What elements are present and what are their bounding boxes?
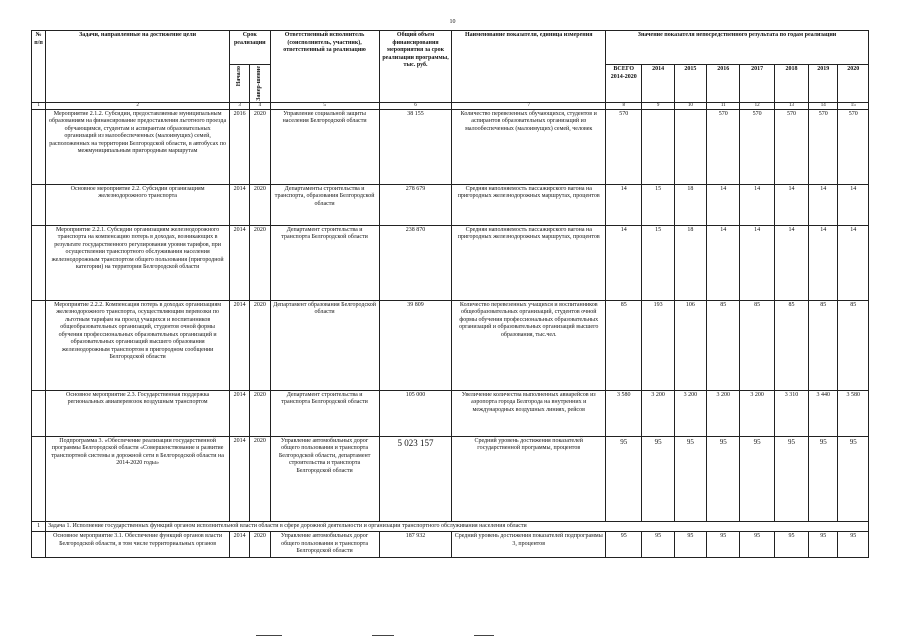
row-value: 95 (838, 532, 869, 558)
row-executor: Департамент строительства и транспорта Белгородской области (270, 390, 379, 436)
row-value: 193 (642, 300, 674, 390)
table-row (32, 184, 869, 225)
row-value: 3 200 (740, 390, 774, 436)
row-start: 2014 (230, 532, 250, 558)
row-start: 2014 (230, 225, 250, 300)
row-value: 14 (740, 225, 774, 300)
row-value: 85 (774, 300, 808, 390)
task-row-text: Задача 1. Исполнение государственных функций органом исполнительной власти области в сфере дорожной деятельности и организации транспортного обслуживания населения области (46, 521, 869, 532)
row-end: 2020 (250, 390, 270, 436)
col-number: 14 (809, 102, 838, 109)
row-value: 95 (740, 436, 774, 521)
row-start: 2014 (230, 390, 250, 436)
row-value: 14 (740, 184, 774, 225)
row-value: 95 (809, 436, 838, 521)
row-value: 95 (838, 436, 869, 521)
row-value: 95 (642, 436, 674, 521)
row-executor: Департаменты строительства и транспорта, образования Белгородской области (270, 184, 379, 225)
row-value: 14 (707, 225, 740, 300)
row-executor: Управление социальной защиты населения Белгородской области (270, 109, 379, 184)
row-num (32, 225, 46, 300)
row-end: 2020 (250, 225, 270, 300)
row-task: Основное мероприятие 2.3. Государственная поддержка региональных авиаперевозок воздушным транспортом (46, 390, 230, 436)
row-value: 95 (707, 436, 740, 521)
row-indicator: Средняя наполняемость пассажирского вагона на пригородных железнодорожных маршрутах, процентов (452, 184, 606, 225)
row-value: 95 (740, 532, 774, 558)
row-value: 15 (642, 184, 674, 225)
row-task: Мероприятие 2.1.2. Субсидии, предоставляемые муниципальным образованиям на финансирование предоставления льготного проезда обучающимся, студентам и аспирантам образовательных организаций из малообеспеченных (малоимущих) семей, расположенных на территории Белгородской области, в автобусах по межмуниципальным пригородным маршрутам (46, 109, 230, 184)
row-value: 570 (809, 109, 838, 184)
row-value: 570 (838, 109, 869, 184)
row-task: Мероприятие 2.2.2. Компенсация потерь в доходах организациям железнодорожного транспорта, осуществляющим перевозки по льготным тарифам на проезд учащихся и воспитанников общеобразовательных организаций, студентов очной формы обучения профессиональных образовательных организаций и образовательных организаций высшего образования железнодорожным транспортом в пригородном сообщении Белгородской области (46, 300, 230, 390)
header-year: 2017 (740, 65, 774, 103)
row-volume: 105 000 (379, 390, 452, 436)
row-task: Основное мероприятие 2.2. Субсидии организациям железнодорожного транспорта (46, 184, 230, 225)
row-value: 3 580 (838, 390, 869, 436)
col-number: 3 (230, 102, 250, 109)
page-number: 10 (449, 19, 456, 25)
row-value: 570 (606, 109, 642, 184)
row-task: Подпрограмма 3. «Обеспечение реализации государственной программы Белгородской области «Совершенствование и развитие транспортной системы и дорожной сети в Белгородской области на 2014-2020 годы» (46, 436, 230, 521)
row-value: 85 (809, 300, 838, 390)
row-volume: 39 809 (379, 300, 452, 390)
column-number-row (32, 102, 869, 109)
header-year: 2018 (774, 65, 808, 103)
edge-mark (372, 635, 394, 636)
row-value: 85 (740, 300, 774, 390)
row-num (32, 390, 46, 436)
row-value: 570 (774, 109, 808, 184)
header-volume: Общий объем финансирования мероприятия за срок реализации программы, тыс. руб. (379, 31, 452, 103)
row-end: 2020 (250, 436, 270, 521)
row-value: 14 (809, 184, 838, 225)
header-num: № п/п (32, 31, 46, 103)
row-executor: Управление автомобильных дорог общего пользования и транспорта Белгородской области, департамент строительства и транспорта Белгородской области (270, 436, 379, 521)
row-value: 14 (606, 225, 642, 300)
row-value: 3 580 (606, 390, 642, 436)
row-task: Основное мероприятие 3.1. Обеспечение функций органов власти Белгородской области, в том числе территориальных органов (46, 532, 230, 558)
row-value: 3 200 (707, 390, 740, 436)
row-value: 18 (674, 184, 706, 225)
row-executor: Департамент образования Белгородской области (270, 300, 379, 390)
header-start-label: Начало (235, 66, 242, 87)
col-number: 15 (838, 102, 869, 109)
row-value: 570 (707, 109, 740, 184)
header-values: Значение показателя непосредственного результата по годам реализации (606, 31, 869, 65)
header-year: 2014 (642, 65, 674, 103)
col-number: 1 (32, 102, 46, 109)
header-year: 2016 (707, 65, 740, 103)
row-end: 2020 (250, 300, 270, 390)
row-value: 95 (606, 436, 642, 521)
row-value: 85 (838, 300, 869, 390)
table-row (32, 390, 869, 436)
col-number: 11 (707, 102, 740, 109)
col-number: 6 (379, 102, 452, 109)
col-number: 2 (46, 102, 230, 109)
row-end: 2020 (250, 532, 270, 558)
row-indicator: Количество перевезенных учащихся и воспитанников общеобразовательных организаций, студентов очной формы обучения профессиональных образовательных организаций и образовательных организаций высшего образования, тыс.чел. (452, 300, 606, 390)
row-value: 3 200 (642, 390, 674, 436)
table-row (32, 436, 869, 521)
row-indicator: Средний уровень достижения показателей подпрограммы 3, процентов (452, 532, 606, 558)
row-indicator: Увеличение количества выполненных авиарейсов из аэропорта города Белгорода на внутренних и международных воздушных линиях, рейсов (452, 390, 606, 436)
header-total: ВСЕГО 2014-2020 (606, 65, 642, 103)
row-value (642, 109, 674, 184)
task-row-num: 1 (32, 521, 46, 532)
row-end: 2020 (250, 184, 270, 225)
row-value: 14 (606, 184, 642, 225)
row-executor: Департамент строительства и транспорта Белгородской области (270, 225, 379, 300)
row-indicator: Количество перевезенных обучающихся, студентов и аспирантов образовательных организаций из малообеспеченных (малоимущих) семей, человек (452, 109, 606, 184)
row-value: 14 (809, 225, 838, 300)
col-number: 7 (452, 102, 606, 109)
row-value (674, 109, 706, 184)
row-value: 15 (642, 225, 674, 300)
edge-mark (474, 635, 494, 636)
header-year: 2015 (674, 65, 706, 103)
row-indicator: Средняя наполняемость пассажирского вагона на пригородных железнодорожных маршрутах, процентов (452, 225, 606, 300)
col-number: 10 (674, 102, 706, 109)
row-value: 14 (774, 184, 808, 225)
row-volume: 5 023 157 (379, 436, 452, 521)
task-row (32, 521, 869, 532)
row-value: 95 (642, 532, 674, 558)
header-year: 2019 (809, 65, 838, 103)
edge-mark (256, 635, 282, 636)
row-num (32, 436, 46, 521)
table-row (32, 109, 869, 184)
row-value: 14 (838, 225, 869, 300)
row-volume: 278 679 (379, 184, 452, 225)
row-value: 18 (674, 225, 706, 300)
header-term: Срок реализации (230, 31, 270, 65)
bottom-edge-marks (0, 631, 905, 640)
row-start: 2014 (230, 300, 250, 390)
header-tasks: Задачи, направленные на достижение цели (46, 31, 230, 103)
row-num (32, 300, 46, 390)
row-value: 95 (606, 532, 642, 558)
row-value: 95 (674, 532, 706, 558)
row-value: 570 (740, 109, 774, 184)
header-end (250, 65, 270, 103)
row-num (32, 109, 46, 184)
row-value: 95 (809, 532, 838, 558)
row-executor: Управление автомобильных дорог общего пользования и транспорта Белгородской области (270, 532, 379, 558)
table-row (32, 225, 869, 300)
results-table (31, 30, 869, 558)
row-task: Мероприятие 2.2.1. Субсидии организациям железнодорожного транспорта на компенсацию потерь в доходах, возникающих в результате государственного регулирования уровня тарифов, при осуществлении транспортного обслуживания населения железнодорожным транспортом общего пользования (пригородной категории) на территории Белгородской области (46, 225, 230, 300)
row-value: 95 (774, 436, 808, 521)
header-year: 2020 (838, 65, 869, 103)
row-value: 95 (707, 532, 740, 558)
row-value: 14 (774, 225, 808, 300)
col-number: 8 (606, 102, 642, 109)
row-start: 2016 (230, 109, 250, 184)
header-indicator: Наименование показателя, единица измерения (452, 31, 606, 103)
col-number: 13 (774, 102, 808, 109)
row-value: 85 (707, 300, 740, 390)
header-start (230, 65, 250, 103)
row-value: 95 (774, 532, 808, 558)
row-value: 14 (838, 184, 869, 225)
table-row-last (32, 532, 869, 558)
col-number: 12 (740, 102, 774, 109)
row-indicator: Средний уровень достижения показателей государственной программы, процентов (452, 436, 606, 521)
table-row (32, 300, 869, 390)
header-end-label: Завер-шение (256, 66, 263, 101)
col-number: 5 (270, 102, 379, 109)
header-executor: Ответственный исполнитель (соисполнитель, участник), ответственный за реализацию (270, 31, 379, 103)
row-value: 14 (707, 184, 740, 225)
col-number: 9 (642, 102, 674, 109)
row-value: 3 310 (774, 390, 808, 436)
row-volume: 187 932 (379, 532, 452, 558)
row-volume: 238 870 (379, 225, 452, 300)
row-num (32, 184, 46, 225)
col-number: 4 (250, 102, 270, 109)
row-start: 2014 (230, 436, 250, 521)
row-volume: 38 155 (379, 109, 452, 184)
row-start: 2014 (230, 184, 250, 225)
row-value: 3 200 (674, 390, 706, 436)
row-value: 95 (674, 436, 706, 521)
row-num (32, 532, 46, 558)
row-end: 2020 (250, 109, 270, 184)
row-value: 3 440 (809, 390, 838, 436)
row-value: 85 (606, 300, 642, 390)
row-value: 106 (674, 300, 706, 390)
